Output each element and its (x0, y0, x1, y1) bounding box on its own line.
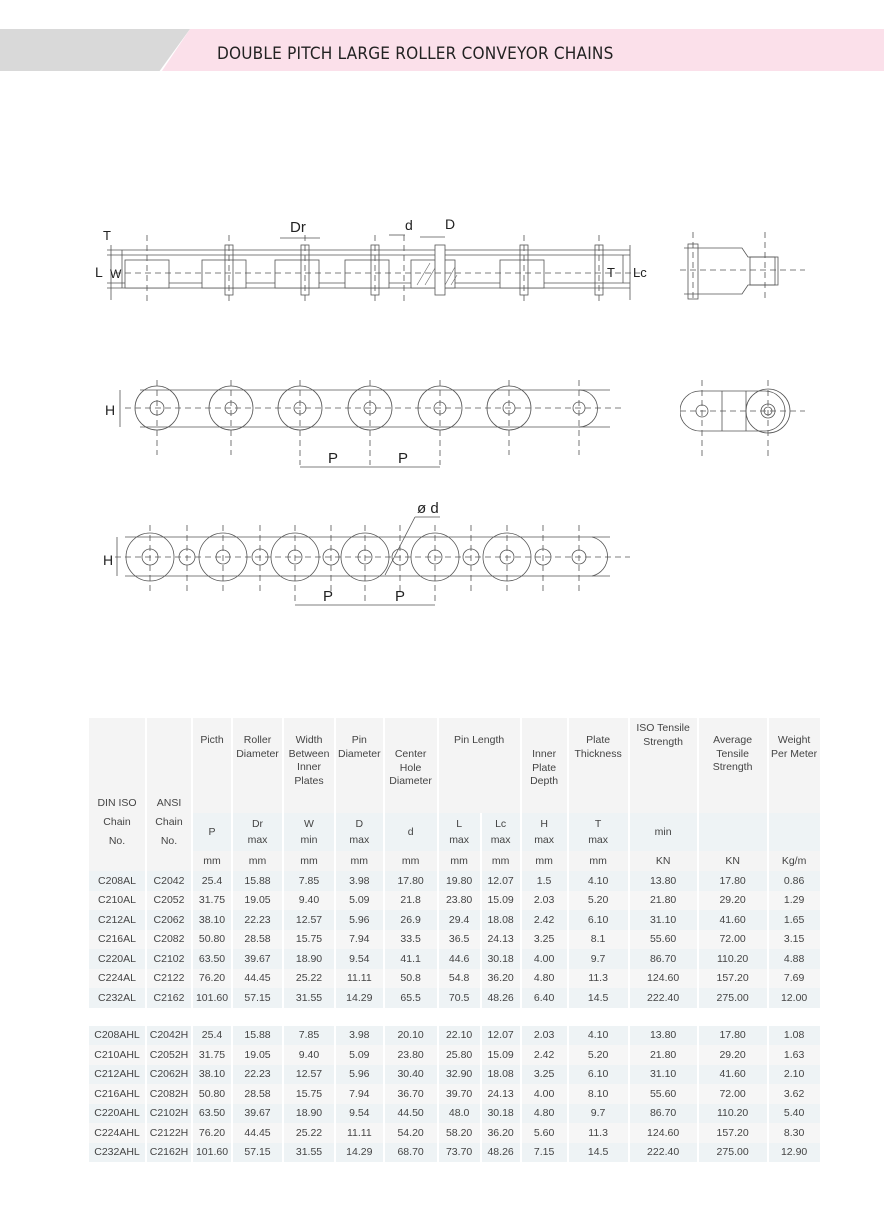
table-cell: 15.75 (284, 930, 334, 950)
table-cell: C2102 (147, 949, 191, 969)
sym-p: P (193, 813, 231, 851)
table-cell: C212AL (89, 910, 145, 930)
table-row (89, 1026, 820, 1046)
sym-iso-min: min (630, 813, 697, 851)
table-cell: 222.40 (630, 988, 697, 1008)
table-cell: 86.70 (630, 949, 697, 969)
table-cell: 65.5 (385, 988, 437, 1008)
table-cell: 86.70 (630, 1104, 697, 1124)
table-cell: C216AL (89, 930, 145, 950)
table-cell: 5.20 (569, 891, 628, 911)
specifications-table (87, 718, 822, 1162)
table-cell: 33.5 (385, 930, 437, 950)
table-cell: 50.80 (193, 1084, 231, 1104)
table-cell: 14.5 (569, 988, 628, 1008)
table-cell: C216AHL (89, 1084, 145, 1104)
table-cell: C2082H (147, 1084, 191, 1104)
table-cell: 41.60 (699, 1065, 767, 1085)
table-cell: 15.09 (482, 1045, 520, 1065)
table-cell: 12.00 (769, 988, 820, 1008)
unit-cell: mm (482, 851, 520, 871)
table-cell: 14.29 (336, 1143, 383, 1163)
sym-d-hole: d (385, 813, 437, 851)
table-cell: 5.96 (336, 1065, 383, 1085)
table-cell: C2162H (147, 1143, 191, 1163)
table-cell: C2122H (147, 1123, 191, 1143)
table-cell: 44.50 (385, 1104, 437, 1124)
table-cell: 11.11 (336, 1123, 383, 1143)
table-cell: 25.22 (284, 969, 334, 989)
table-cell: 124.60 (630, 1123, 697, 1143)
table-cell: 15.88 (233, 1026, 282, 1046)
sym-l: L max (439, 813, 480, 851)
table-cell: 20.10 (385, 1026, 437, 1046)
table-row (89, 988, 820, 1008)
table-cell: 6.10 (569, 1065, 628, 1085)
table-cell: 13.80 (630, 1026, 697, 1046)
table-cell: 44.6 (439, 949, 480, 969)
table-cell: C2062H (147, 1065, 191, 1085)
table-cell: C2042H (147, 1026, 191, 1046)
table-row (89, 871, 820, 891)
unit-cell: mm (233, 851, 282, 871)
header-width-between-inner-plates: Width Between Inner Plates (284, 718, 334, 813)
unit-cell: mm (336, 851, 383, 871)
table-cell: 5.96 (336, 910, 383, 930)
table-cell: 39.70 (439, 1084, 480, 1104)
unit-cell: mm (193, 851, 231, 871)
table-row (89, 1084, 820, 1104)
dim-label-dr: Dr (290, 219, 306, 236)
table-cell: 4.80 (522, 1104, 567, 1124)
unit-cell: KN (699, 851, 767, 871)
table-cell: 44.45 (233, 1123, 282, 1143)
sym-dr: Dr max (233, 813, 282, 851)
table-row (89, 910, 820, 930)
table-cell: 9.7 (569, 949, 628, 969)
table-row (89, 1104, 820, 1124)
header-average-tensile-strength: Average Tensile Strength (699, 718, 767, 813)
table-cell: 12.57 (284, 1065, 334, 1085)
table-cell: 48.26 (482, 988, 520, 1008)
header-iso-tensile-strength: ISO Tensile Strength (630, 718, 697, 813)
dim-label-p1: P (323, 588, 334, 605)
table-row (89, 1045, 820, 1065)
table-cell: 76.20 (193, 1123, 231, 1143)
table-cell: 54.8 (439, 969, 480, 989)
chain-side-end-view-drawing (680, 378, 810, 458)
table-cell: 9.54 (336, 949, 383, 969)
table-cell: C224AHL (89, 1123, 145, 1143)
table-cell: 14.5 (569, 1143, 628, 1163)
table-cell: 29.20 (699, 891, 767, 911)
table-cell: 3.98 (336, 1026, 383, 1046)
table-cell: 1.65 (769, 910, 820, 930)
table-cell: 4.88 (769, 949, 820, 969)
table-cell: C2062 (147, 910, 191, 930)
table-cell: 31.75 (193, 891, 231, 911)
table-cell: 12.07 (482, 1026, 520, 1046)
table-cell: C2082 (147, 930, 191, 950)
table-cell: 9.7 (569, 1104, 628, 1124)
table-cell: 17.80 (385, 871, 437, 891)
table-cell: 2.42 (522, 910, 567, 930)
table-cell: 28.58 (233, 1084, 282, 1104)
table-cell: 68.70 (385, 1143, 437, 1163)
unit-cell: KN (630, 851, 697, 871)
table-group-ahl (89, 1026, 820, 1163)
table-cell: 124.60 (630, 969, 697, 989)
header-center-hole-diameter: Center Hole Diameter (385, 718, 437, 813)
table-cell: 31.55 (284, 988, 334, 1008)
table-cell: 3.98 (336, 871, 383, 891)
header-ansi: ANSI Chain No. (147, 718, 191, 871)
table-cell: 22.10 (439, 1026, 480, 1046)
table-cell: 63.50 (193, 949, 231, 969)
table-group-gap (89, 1008, 820, 1026)
table-cell: 15.88 (233, 871, 282, 891)
table-cell: 2.42 (522, 1045, 567, 1065)
dim-label-t-left: T (103, 228, 111, 243)
table-cell: 7.69 (769, 969, 820, 989)
chain-side-view-holes-drawing (95, 495, 655, 615)
dim-label-d-small: d (405, 217, 413, 233)
table-cell: 15.75 (284, 1084, 334, 1104)
table-cell: 9.40 (284, 891, 334, 911)
header-roller-diameter: Roller Diameter (233, 718, 282, 813)
header-row-units (89, 851, 820, 871)
table-cell: 22.23 (233, 1065, 282, 1085)
table-cell: 12.90 (769, 1143, 820, 1163)
table-row (89, 930, 820, 950)
table-row (89, 1143, 820, 1163)
table-cell: 25.4 (193, 871, 231, 891)
table-cell: 4.80 (522, 969, 567, 989)
table-cell: 19.80 (439, 871, 480, 891)
unit-cell: mm (284, 851, 334, 871)
table-cell: 9.40 (284, 1045, 334, 1065)
table-cell: 3.25 (522, 1065, 567, 1085)
table-cell: 17.80 (699, 1026, 767, 1046)
table-cell: C2102H (147, 1104, 191, 1124)
header-plate-thickness: Plate Thickness (569, 718, 628, 813)
table-cell: 11.3 (569, 1123, 628, 1143)
header-pitch: Picth (193, 718, 231, 813)
dim-label-l: L (95, 264, 103, 280)
table-group-al (89, 871, 820, 1008)
table-cell: 30.18 (482, 949, 520, 969)
sym-average (699, 813, 767, 851)
table-cell: 57.15 (233, 988, 282, 1008)
table-cell: C2162 (147, 988, 191, 1008)
table-cell: C2042 (147, 871, 191, 891)
table-cell: 58.20 (439, 1123, 480, 1143)
table-cell: 2.10 (769, 1065, 820, 1085)
table-cell: 70.5 (439, 988, 480, 1008)
header-din-iso: DIN ISO Chain No. (89, 718, 145, 871)
header-pin-length: Pin Length (439, 718, 520, 813)
table-cell: 101.60 (193, 988, 231, 1008)
unit-cell: Kg/m (769, 851, 820, 871)
table-cell: 73.70 (439, 1143, 480, 1163)
table-cell: 25.22 (284, 1123, 334, 1143)
table-cell: 12.07 (482, 871, 520, 891)
table-cell: 4.00 (522, 1084, 567, 1104)
table-cell: 29.4 (439, 910, 480, 930)
table-cell: 25.4 (193, 1026, 231, 1046)
table-cell: 7.94 (336, 1084, 383, 1104)
table-cell: 28.58 (233, 930, 282, 950)
table-cell: C208AHL (89, 1026, 145, 1046)
table-cell: 7.85 (284, 1026, 334, 1046)
table-cell: 41.1 (385, 949, 437, 969)
table-cell: 22.23 (233, 910, 282, 930)
table-cell: 14.29 (336, 988, 383, 1008)
table-cell: 25.80 (439, 1045, 480, 1065)
table-cell: C210AHL (89, 1045, 145, 1065)
table-row (89, 969, 820, 989)
table-cell: 44.45 (233, 969, 282, 989)
unit-cell: mm (439, 851, 480, 871)
chain-end-view-drawing (680, 230, 810, 300)
dim-label-h: H (103, 552, 114, 568)
header-inner-plate-depth: Inner Plate Depth (522, 718, 567, 813)
table-cell: 5.09 (336, 891, 383, 911)
table-cell: 0.86 (769, 871, 820, 891)
table-cell: 9.54 (336, 1104, 383, 1124)
table-cell: 50.80 (193, 930, 231, 950)
dim-label-p2: P (395, 588, 406, 605)
header-row-names (89, 718, 820, 813)
chain-top-view-drawing (95, 205, 655, 315)
header-weight-per-meter: Weight Per Meter (769, 718, 820, 813)
table-cell: 17.80 (699, 871, 767, 891)
table-cell: C232AHL (89, 1143, 145, 1163)
table-row (89, 1123, 820, 1143)
table-cell: 48.0 (439, 1104, 480, 1124)
dim-label-phi-d: ø d (417, 500, 439, 517)
table-cell: 30.40 (385, 1065, 437, 1085)
sym-w: W min (284, 813, 334, 851)
table-cell: 50.8 (385, 969, 437, 989)
table-cell: 26.9 (385, 910, 437, 930)
table-cell: C208AL (89, 871, 145, 891)
table-cell: 21.80 (630, 1045, 697, 1065)
table-cell: 7.15 (522, 1143, 567, 1163)
table-cell: 157.20 (699, 1123, 767, 1143)
table-cell: 11.11 (336, 969, 383, 989)
sym-h: H max (522, 813, 567, 851)
table-cell: 63.50 (193, 1104, 231, 1124)
chain-side-view-drawing (95, 375, 655, 475)
table-cell: 1.5 (522, 871, 567, 891)
dim-label-lc: Lc (633, 265, 647, 280)
table-cell: 57.15 (233, 1143, 282, 1163)
table-cell: 7.94 (336, 930, 383, 950)
unit-cell: mm (385, 851, 437, 871)
table-cell: 24.13 (482, 1084, 520, 1104)
table-cell: 31.10 (630, 1065, 697, 1085)
banner-gray-accent (0, 29, 190, 71)
table-cell: 36.70 (385, 1084, 437, 1104)
table-cell: 6.10 (569, 910, 628, 930)
table-cell: C2052 (147, 891, 191, 911)
dim-label-p1: P (328, 450, 339, 467)
table-cell: 36.5 (439, 930, 480, 950)
table-cell: 5.09 (336, 1045, 383, 1065)
table-cell: 101.60 (193, 1143, 231, 1163)
table-cell: 31.55 (284, 1143, 334, 1163)
table-cell: 275.00 (699, 1143, 767, 1163)
table-cell: C232AL (89, 988, 145, 1008)
table-cell: 39.67 (233, 949, 282, 969)
table-cell: 21.8 (385, 891, 437, 911)
table-cell: 55.60 (630, 930, 697, 950)
table-cell: 21.80 (630, 891, 697, 911)
table-cell: 275.00 (699, 988, 767, 1008)
dim-label-p2: P (398, 450, 409, 467)
table-row (89, 891, 820, 911)
table-cell: 55.60 (630, 1084, 697, 1104)
table-cell: 24.13 (482, 930, 520, 950)
table-cell: 38.10 (193, 1065, 231, 1085)
table-cell: 18.08 (482, 1065, 520, 1085)
unit-cell: mm (522, 851, 567, 871)
table-cell: 8.1 (569, 930, 628, 950)
table-cell: 8.30 (769, 1123, 820, 1143)
table-cell: 222.40 (630, 1143, 697, 1163)
table-cell: 157.20 (699, 969, 767, 989)
table-cell: 31.75 (193, 1045, 231, 1065)
table-cell: 110.20 (699, 1104, 767, 1124)
table-cell: 54.20 (385, 1123, 437, 1143)
dim-label-d-large: D (445, 216, 456, 232)
table-cell: 1.29 (769, 891, 820, 911)
sym-lc: Lc max (482, 813, 520, 851)
unit-cell: mm (569, 851, 628, 871)
table-cell: 8.10 (569, 1084, 628, 1104)
table-cell: C220AHL (89, 1104, 145, 1124)
table-cell: 38.10 (193, 910, 231, 930)
table-cell: 5.60 (522, 1123, 567, 1143)
table-cell: 2.03 (522, 1026, 567, 1046)
table-cell: 11.3 (569, 969, 628, 989)
table-cell: 1.63 (769, 1045, 820, 1065)
table-cell: 4.10 (569, 871, 628, 891)
sym-weight (769, 813, 820, 851)
sym-t: T max (569, 813, 628, 851)
table-cell: 36.20 (482, 1123, 520, 1143)
table-cell: 3.62 (769, 1084, 820, 1104)
page-title: DOUBLE PITCH LARGE ROLLER CONVEYOR CHAINS (217, 44, 614, 63)
table-cell: 23.80 (439, 891, 480, 911)
table-cell: C224AL (89, 969, 145, 989)
sym-d-pin: D max (336, 813, 383, 851)
table-cell: C2052H (147, 1045, 191, 1065)
table-cell: 18.90 (284, 949, 334, 969)
table-cell: 31.10 (630, 910, 697, 930)
table-cell: C212AHL (89, 1065, 145, 1085)
table-cell: 5.20 (569, 1045, 628, 1065)
table-cell: 110.20 (699, 949, 767, 969)
table-cell: 18.90 (284, 1104, 334, 1124)
table-cell: 36.20 (482, 969, 520, 989)
table-cell: 39.67 (233, 1104, 282, 1124)
table-cell: 7.85 (284, 871, 334, 891)
dim-label-w: W (110, 267, 122, 281)
table-cell: 23.80 (385, 1045, 437, 1065)
table-cell: 48.26 (482, 1143, 520, 1163)
table-cell: C2122 (147, 969, 191, 989)
header-row-symbols (89, 813, 820, 851)
header-pin-diameter: Pin Diameter (336, 718, 383, 813)
dim-label-t-right: T (607, 265, 615, 280)
table-cell: C220AL (89, 949, 145, 969)
table-cell: 19.05 (233, 1045, 282, 1065)
dim-label-h: H (105, 402, 116, 418)
table-cell: 18.08 (482, 910, 520, 930)
table-cell: 3.15 (769, 930, 820, 950)
table-cell: 6.40 (522, 988, 567, 1008)
table-cell: 4.00 (522, 949, 567, 969)
table-row (89, 949, 820, 969)
table-cell: C210AL (89, 891, 145, 911)
table-cell: 72.00 (699, 1084, 767, 1104)
table-cell: 15.09 (482, 891, 520, 911)
table-cell: 13.80 (630, 871, 697, 891)
table-cell: 72.00 (699, 930, 767, 950)
table-cell: 19.05 (233, 891, 282, 911)
table-cell: 30.18 (482, 1104, 520, 1124)
table-cell: 29.20 (699, 1045, 767, 1065)
table-row (89, 1065, 820, 1085)
table-cell: 41.60 (699, 910, 767, 930)
title-banner (0, 29, 884, 71)
table-cell: 2.03 (522, 891, 567, 911)
table-cell: 12.57 (284, 910, 334, 930)
table-cell: 1.08 (769, 1026, 820, 1046)
table-cell: 5.40 (769, 1104, 820, 1124)
table-cell: 4.10 (569, 1026, 628, 1046)
table-cell: 32.90 (439, 1065, 480, 1085)
table-cell: 76.20 (193, 969, 231, 989)
table-cell: 3.25 (522, 930, 567, 950)
